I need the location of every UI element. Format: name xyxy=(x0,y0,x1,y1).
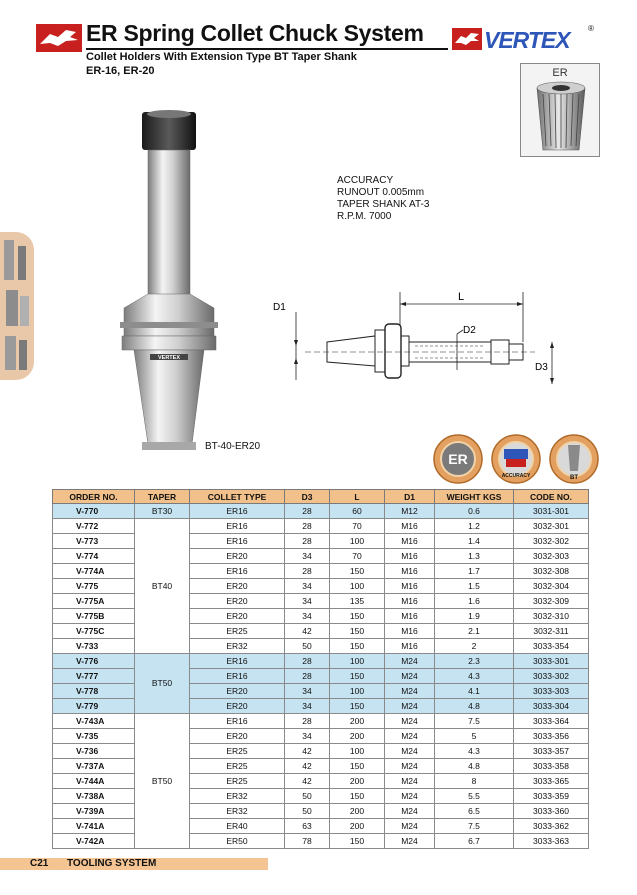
cell-code-no: 3032-301 xyxy=(514,519,589,534)
cell-code-no: 3032-308 xyxy=(514,564,589,579)
cell-d3: 28 xyxy=(285,714,330,729)
cell-collet-type: ER16 xyxy=(190,504,285,519)
dim-label-l: L xyxy=(457,291,465,303)
table-row xyxy=(53,804,589,819)
cell-code-no: 3032-302 xyxy=(514,534,589,549)
table-row xyxy=(53,639,589,654)
header-collet-type: COLLET TYPE xyxy=(190,490,285,504)
cell-code-no: 3033-364 xyxy=(514,714,589,729)
cell-order-no: V-772 xyxy=(53,519,135,534)
cell-d1: M24 xyxy=(385,699,435,714)
cell-l: 100 xyxy=(330,579,385,594)
cell-d3: 50 xyxy=(285,789,330,804)
cell-code-no: 3033-354 xyxy=(514,639,589,654)
cell-order-no: V-774 xyxy=(53,549,135,564)
cell-d1: M24 xyxy=(385,789,435,804)
cell-collet-type: ER20 xyxy=(190,684,285,699)
cell-d1: M24 xyxy=(385,819,435,834)
cell-order-no: V-733 xyxy=(53,639,135,654)
table-row xyxy=(53,624,589,639)
cell-d3: 50 xyxy=(285,639,330,654)
cell-d3: 34 xyxy=(285,549,330,564)
cell-weight: 1.2 xyxy=(435,519,514,534)
cell-collet-type: ER25 xyxy=(190,774,285,789)
er-badge-icon xyxy=(434,435,482,483)
cell-d3: 42 xyxy=(285,624,330,639)
cell-taper: BT30 xyxy=(135,504,190,519)
table-row xyxy=(53,789,589,804)
cell-d3: 42 xyxy=(285,774,330,789)
cell-l: 150 xyxy=(330,834,385,849)
cell-order-no: V-779 xyxy=(53,699,135,714)
cell-d1: M24 xyxy=(385,729,435,744)
cell-l: 100 xyxy=(330,684,385,699)
cell-d1: M12 xyxy=(385,504,435,519)
cell-d3: 34 xyxy=(285,609,330,624)
dim-label-d1: D1 xyxy=(273,302,286,313)
cell-l: 150 xyxy=(330,624,385,639)
table-row xyxy=(53,714,589,729)
cell-collet-type: ER40 xyxy=(190,819,285,834)
table-row xyxy=(53,699,589,714)
registered-mark: ® xyxy=(588,24,594,33)
badge-er-label: ER xyxy=(448,451,468,467)
spec-taper-shank: TAPER SHANK AT-3 xyxy=(337,199,430,210)
cell-code-no: 3033-363 xyxy=(514,834,589,849)
cell-order-no: V-738A xyxy=(53,789,135,804)
cell-weight: 8 xyxy=(435,774,514,789)
cell-order-no: V-773 xyxy=(53,534,135,549)
inset-label: ER xyxy=(552,67,568,79)
table-row xyxy=(53,549,589,564)
badge-bt-label: BT xyxy=(570,475,578,481)
cell-weight: 4.3 xyxy=(435,669,514,684)
cell-d3: 28 xyxy=(285,564,330,579)
cell-l: 150 xyxy=(330,699,385,714)
product-illustration xyxy=(120,108,230,453)
cell-weight: 1.9 xyxy=(435,609,514,624)
cell-code-no: 3032-309 xyxy=(514,594,589,609)
cell-l: 200 xyxy=(330,714,385,729)
cell-d3: 34 xyxy=(285,594,330,609)
technical-drawing xyxy=(265,282,565,410)
cell-d3: 42 xyxy=(285,759,330,774)
cell-d1: M16 xyxy=(385,609,435,624)
cell-code-no: 3033-302 xyxy=(514,669,589,684)
cell-order-no: V-770 xyxy=(53,504,135,519)
page-subtitle-sizes: ER-16, ER-20 xyxy=(86,65,155,77)
cell-weight: 2 xyxy=(435,639,514,654)
cell-code-no: 3033-360 xyxy=(514,804,589,819)
cell-weight: 7.5 xyxy=(435,714,514,729)
table-row xyxy=(53,819,589,834)
cell-d1: M24 xyxy=(385,774,435,789)
cell-weight: 4.8 xyxy=(435,699,514,714)
cell-weight: 4.3 xyxy=(435,744,514,759)
table-row xyxy=(53,504,589,519)
cell-d3: 34 xyxy=(285,579,330,594)
table-row xyxy=(53,654,589,669)
cell-d3: 28 xyxy=(285,654,330,669)
table-row xyxy=(53,744,589,759)
spec-list xyxy=(337,175,429,223)
cell-d1: M24 xyxy=(385,714,435,729)
spec-runout: RUNOUT 0.005mm xyxy=(337,187,425,198)
cell-l: 100 xyxy=(330,534,385,549)
header-weight: WEIGHT KGS xyxy=(435,490,514,504)
cell-weight: 4.1 xyxy=(435,684,514,699)
cell-collet-type: ER20 xyxy=(190,729,285,744)
header-d1: D1 xyxy=(385,490,435,504)
cell-collet-type: ER16 xyxy=(190,534,285,549)
cell-order-no: V-735 xyxy=(53,729,135,744)
cell-d3: 34 xyxy=(285,684,330,699)
cell-l: 150 xyxy=(330,789,385,804)
header-l: L xyxy=(330,490,385,504)
cell-order-no: V-739A xyxy=(53,804,135,819)
cell-order-no: V-774A xyxy=(53,564,135,579)
cell-order-no: V-736 xyxy=(53,744,135,759)
er-collet-inset xyxy=(520,63,600,157)
cell-order-no: V-775B xyxy=(53,609,135,624)
header-code-no: CODE NO. xyxy=(514,490,589,504)
cell-order-no: V-777 xyxy=(53,669,135,684)
brand-logo: VERTEX xyxy=(484,27,570,53)
cell-d3: 50 xyxy=(285,804,330,819)
cell-collet-type: ER16 xyxy=(190,564,285,579)
cell-l: 150 xyxy=(330,564,385,579)
cell-order-no: V-778 xyxy=(53,684,135,699)
cell-collet-type: ER20 xyxy=(190,594,285,609)
table-row xyxy=(53,534,589,549)
cell-d1: M24 xyxy=(385,804,435,819)
header-order-no: ORDER NO. xyxy=(53,490,135,504)
cell-collet-type: ER16 xyxy=(190,519,285,534)
cell-l: 150 xyxy=(330,669,385,684)
cell-weight: 6.7 xyxy=(435,834,514,849)
cell-code-no: 3033-303 xyxy=(514,684,589,699)
cell-order-no: V-741A xyxy=(53,819,135,834)
cell-d1: M24 xyxy=(385,669,435,684)
cell-l: 135 xyxy=(330,594,385,609)
cell-order-no: V-742A xyxy=(53,834,135,849)
brand-eagle-icon xyxy=(452,28,482,50)
spec-accuracy: ACCURACY xyxy=(337,175,394,186)
cell-collet-type: ER25 xyxy=(190,759,285,774)
table-row xyxy=(53,729,589,744)
footer-section: TOOLING SYSTEM xyxy=(67,858,157,869)
cell-l: 150 xyxy=(330,609,385,624)
cell-order-no: V-776 xyxy=(53,654,135,669)
cell-collet-type: ER25 xyxy=(190,744,285,759)
cell-weight: 1.6 xyxy=(435,594,514,609)
table-row xyxy=(53,609,589,624)
cell-code-no: 3033-356 xyxy=(514,729,589,744)
cell-d1: M24 xyxy=(385,834,435,849)
cell-collet-type: ER32 xyxy=(190,639,285,654)
cell-order-no: V-744A xyxy=(53,774,135,789)
cell-d1: M24 xyxy=(385,684,435,699)
cell-collet-type: ER32 xyxy=(190,789,285,804)
cell-weight: 1.3 xyxy=(435,549,514,564)
cell-l: 150 xyxy=(330,759,385,774)
cell-code-no: 3033-362 xyxy=(514,819,589,834)
header-d3: D3 xyxy=(285,490,330,504)
cell-code-no: 3032-310 xyxy=(514,609,589,624)
cell-collet-type: ER32 xyxy=(190,804,285,819)
cell-collet-type: ER16 xyxy=(190,654,285,669)
cell-d3: 34 xyxy=(285,699,330,714)
cell-d3: 42 xyxy=(285,744,330,759)
cell-code-no: 3033-358 xyxy=(514,759,589,774)
cell-code-no: 3032-303 xyxy=(514,549,589,564)
table-row xyxy=(53,564,589,579)
cell-d1: M16 xyxy=(385,639,435,654)
product-caption: BT-40-ER20 xyxy=(205,441,261,452)
title-underline xyxy=(86,48,448,50)
cell-code-no: 3033-359 xyxy=(514,789,589,804)
cell-d3: 28 xyxy=(285,504,330,519)
cell-weight: 0.6 xyxy=(435,504,514,519)
cell-order-no: V-743A xyxy=(53,714,135,729)
table-row xyxy=(53,519,589,534)
cell-collet-type: ER50 xyxy=(190,834,285,849)
cell-d3: 78 xyxy=(285,834,330,849)
accuracy-badge-icon xyxy=(492,435,540,483)
cell-d1: M16 xyxy=(385,594,435,609)
cell-taper: BT50 xyxy=(135,714,190,849)
cell-l: 200 xyxy=(330,729,385,744)
table-row xyxy=(53,594,589,609)
table-header-row xyxy=(53,490,589,504)
cell-d1: M24 xyxy=(385,744,435,759)
cell-d1: M16 xyxy=(385,534,435,549)
table-row xyxy=(53,774,589,789)
table-row xyxy=(53,684,589,699)
cell-l: 70 xyxy=(330,549,385,564)
table-row xyxy=(53,579,589,594)
cell-weight: 2.3 xyxy=(435,654,514,669)
collet-holder-table xyxy=(52,489,589,849)
cell-collet-type: ER16 xyxy=(190,669,285,684)
cell-order-no: V-775A xyxy=(53,594,135,609)
cell-l: 150 xyxy=(330,639,385,654)
feature-badges xyxy=(432,433,602,485)
cell-d3: 63 xyxy=(285,819,330,834)
cell-code-no: 3032-304 xyxy=(514,579,589,594)
page-title: ER Spring Collet Chuck System xyxy=(86,20,424,46)
page-subtitle: Collet Holders With Extension Type BT Taper Shank xyxy=(86,51,357,63)
cell-d1: M16 xyxy=(385,549,435,564)
cell-d3: 34 xyxy=(285,729,330,744)
cell-order-no: V-775C xyxy=(53,624,135,639)
cell-l: 200 xyxy=(330,804,385,819)
cell-collet-type: ER20 xyxy=(190,579,285,594)
cell-d1: M16 xyxy=(385,624,435,639)
cell-l: 100 xyxy=(330,654,385,669)
badge-accuracy-label: ACCURACY xyxy=(501,473,531,479)
cell-code-no: 3032-311 xyxy=(514,624,589,639)
cell-l: 200 xyxy=(330,774,385,789)
table-row xyxy=(53,759,589,774)
dim-label-d3: D3 xyxy=(535,362,548,373)
cell-d1: M16 xyxy=(385,564,435,579)
product-engraving: VERTEX xyxy=(157,355,181,361)
cell-taper: BT50 xyxy=(135,654,190,714)
cell-code-no: 3033-304 xyxy=(514,699,589,714)
cell-d3: 28 xyxy=(285,534,330,549)
cell-weight: 5 xyxy=(435,729,514,744)
cell-weight: 4.8 xyxy=(435,759,514,774)
cell-d3: 28 xyxy=(285,519,330,534)
cell-l: 200 xyxy=(330,819,385,834)
cell-l: 70 xyxy=(330,519,385,534)
cell-weight: 1.7 xyxy=(435,564,514,579)
cell-d3: 28 xyxy=(285,669,330,684)
bt-badge-icon xyxy=(550,435,598,483)
header-taper: TAPER xyxy=(135,490,190,504)
cell-collet-type: ER20 xyxy=(190,609,285,624)
cell-d1: M24 xyxy=(385,654,435,669)
page-number: C21 xyxy=(30,858,49,869)
er-collet-image xyxy=(521,64,601,158)
cell-weight: 2.1 xyxy=(435,624,514,639)
cell-l: 100 xyxy=(330,744,385,759)
table-body xyxy=(53,504,589,849)
cell-code-no: 3033-357 xyxy=(514,744,589,759)
cell-d1: M16 xyxy=(385,579,435,594)
cell-code-no: 3033-301 xyxy=(514,654,589,669)
cell-taper: BT40 xyxy=(135,519,190,654)
cell-collet-type: ER16 xyxy=(190,714,285,729)
cell-weight: 1.5 xyxy=(435,579,514,594)
cell-d1: M24 xyxy=(385,759,435,774)
dim-label-d2: D2 xyxy=(463,325,476,336)
side-thumbnail-strip xyxy=(0,232,34,380)
cell-l: 60 xyxy=(330,504,385,519)
cell-collet-type: ER25 xyxy=(190,624,285,639)
cell-weight: 5.5 xyxy=(435,789,514,804)
eagle-logo-icon xyxy=(36,24,82,52)
cell-collet-type: ER20 xyxy=(190,699,285,714)
cell-weight: 7.5 xyxy=(435,819,514,834)
cell-collet-type: ER20 xyxy=(190,549,285,564)
cell-code-no: 3033-365 xyxy=(514,774,589,789)
cell-weight: 6.5 xyxy=(435,804,514,819)
cell-order-no: V-737A xyxy=(53,759,135,774)
cell-order-no: V-775 xyxy=(53,579,135,594)
spec-rpm: R.P.M. 7000 xyxy=(337,211,392,222)
table-row xyxy=(53,834,589,849)
cell-d1: M16 xyxy=(385,519,435,534)
cell-code-no: 3031-301 xyxy=(514,504,589,519)
cell-weight: 1.4 xyxy=(435,534,514,549)
table-row xyxy=(53,669,589,684)
